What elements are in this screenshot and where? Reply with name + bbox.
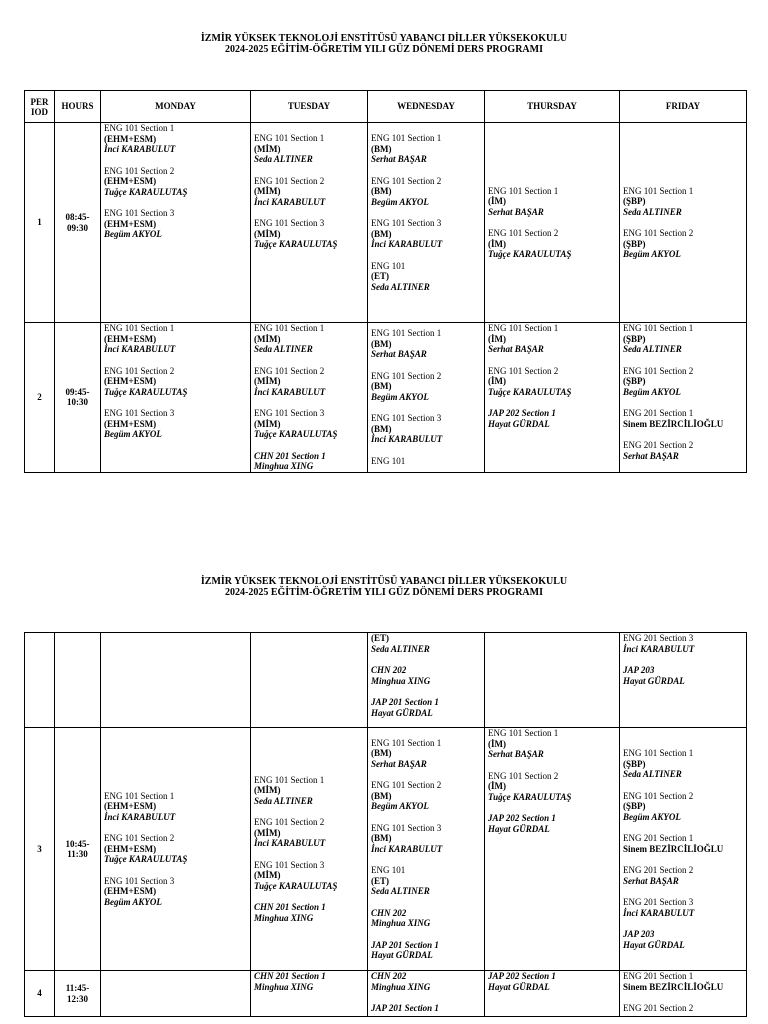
class-entry (254, 133, 364, 165)
instructor-name: Tuğçe KARAULUTAŞ (104, 386, 188, 397)
course-code: CHN 201 Section 1 (254, 971, 326, 981)
instructor-name: Serhat BAŞAR (623, 450, 679, 461)
course-code: JAP 201 Section 1 (371, 697, 439, 707)
thursday-cell (485, 123, 620, 323)
course-code: ENG 101 Section 1 (371, 737, 442, 748)
period-hours (55, 633, 101, 728)
class-entry (254, 971, 364, 992)
period-header-line1: PER (30, 96, 49, 107)
hours-start: 10:45- (65, 838, 90, 849)
course-code: ENG 101 Section 1 (488, 323, 559, 333)
thursday-cell (485, 728, 620, 971)
instructor-name: Minghua XING (254, 461, 314, 471)
instructor-name: Hayat GÜRDAL (488, 823, 550, 834)
class-entry (371, 780, 481, 812)
class-entry (623, 929, 743, 950)
wednesday-cell (368, 728, 485, 971)
instructor-name: İnci KARABULUT (623, 907, 695, 918)
course-code: ENG 101 Section 1 (254, 323, 325, 333)
course-code: ENG 101 Section 1 (488, 185, 559, 196)
course-code: ENG 101 Section 1 (371, 133, 442, 143)
department-group: (ŞBP) (623, 376, 646, 386)
hours-end: 10:30 (67, 397, 88, 408)
class-entry (371, 908, 481, 929)
department-group: (İM) (488, 333, 506, 344)
class-entry (623, 440, 743, 461)
department-group: (ŞBP) (623, 758, 646, 769)
instructor-name: Sinem BEZİRCİLİOĞLU (623, 981, 724, 992)
department-group: (İM) (488, 376, 506, 386)
course-code: ENG 201 Section 2 (623, 440, 694, 450)
department-group: (İM) (488, 196, 506, 206)
class-entry (104, 208, 247, 240)
class-entry (371, 371, 481, 403)
tuesday-header: TUESDAY (251, 91, 368, 123)
thursday-cell (485, 971, 620, 1017)
class-entry (623, 897, 743, 918)
class-entry (488, 408, 616, 429)
instructor-name: Begüm AKYOL (104, 429, 162, 439)
course-code: CHN 201 Section 1 (254, 902, 326, 913)
instructor-name: Begüm AKYOL (104, 896, 162, 907)
period-header (25, 91, 55, 123)
monday-cell (101, 323, 251, 473)
friday-cell (620, 323, 747, 473)
department-group: (BM) (371, 833, 392, 843)
instructor-name: Seda ALTINER (254, 154, 313, 164)
department-group: (MİM) (254, 143, 281, 154)
course-code: ENG 101 Section 1 (104, 790, 175, 801)
class-entry (623, 971, 743, 992)
department-group: (EHM+ESM) (104, 133, 157, 144)
course-code: JAP 203 (623, 929, 655, 939)
course-code: ENG 101 Section 1 (104, 323, 175, 333)
wednesday-cell (368, 971, 485, 1017)
course-code: ENG 101 Section 3 (371, 413, 442, 424)
instructor-name: Hayat GÜRDAL (623, 939, 685, 950)
class-entry (254, 323, 364, 355)
monday-cell (101, 633, 251, 728)
tuesday-cell (251, 633, 368, 728)
class-entry (371, 971, 481, 992)
department-group: (ET) (371, 875, 389, 886)
wednesday-cell (368, 323, 485, 473)
department-group: (EHM+ESM) (104, 418, 157, 429)
instructor-name: Begüm AKYOL (623, 811, 681, 822)
course-code: JAP 202 Section 1 (488, 971, 556, 981)
course-code: ENG 201 Section 1 (623, 833, 694, 843)
instructor-name: İnci KARABULUT (104, 811, 176, 822)
class-entry (623, 228, 743, 260)
instructor-name: Begüm AKYOL (104, 229, 162, 239)
tuesday-cell (251, 323, 368, 473)
class-entry (488, 186, 616, 218)
department-group: (BM) (371, 228, 392, 239)
course-code: ENG 101 Section 2 (371, 370, 442, 381)
course-code: ENG 101 Section 2 (254, 175, 325, 186)
course-code: ENG 101 Section 2 (371, 175, 442, 186)
class-entry (371, 823, 481, 855)
class-entry (104, 123, 247, 155)
course-code: ENG 101 Section 1 (623, 323, 694, 333)
instructor-name: Serhat BAŞAR (623, 875, 679, 886)
program-subtitle: 2024-2025 EĞİTİM-ÖĞRETİM YILI GÜZ DÖNEMİ DERS PROGRAMI (225, 587, 543, 598)
hours-end: 09:30 (67, 222, 88, 233)
department-group: (BM) (371, 748, 392, 758)
class-entry (488, 971, 616, 992)
friday-cell (620, 123, 747, 323)
hours-start: 11:45- (65, 983, 90, 993)
course-code: ENG 101 Section 1 (488, 728, 559, 738)
course-code: ENG 101 Section 3 (104, 208, 175, 218)
course-code: JAP 201 Section 1 (371, 939, 439, 950)
instructor-name: Serhat BAŞAR (371, 154, 427, 164)
instructor-name: İnci KARABULUT (371, 239, 443, 249)
thursday-cell (485, 323, 620, 473)
class-entry (371, 218, 481, 250)
course-code: ENG 101 Section 3 (254, 859, 325, 870)
instructor-name: Tuğçe KARAULUTAŞ (254, 429, 338, 439)
course-code: ENG 101 (371, 260, 406, 271)
course-code: ENG 101 Section 1 (254, 774, 325, 785)
program-subtitle: 2024-2025 EĞİTİM-ÖĞRETİM YILI GÜZ DÖNEMİ DERS PROGRAMI (225, 44, 543, 55)
class-entry (371, 940, 481, 961)
class-entry (371, 133, 481, 165)
class-entry (623, 408, 743, 429)
course-code: CHN 202 (371, 971, 407, 981)
class-entry (488, 813, 616, 834)
course-code: ENG 101 Section 2 (623, 365, 694, 376)
instructor-name: Tuğçe KARAULUTAŞ (254, 239, 338, 249)
period-number: 2 (25, 323, 55, 473)
class-entry (371, 633, 481, 654)
institution-name: İZMİR YÜKSEK TEKNOLOJİ ENSTİTÜSÜ YABANCI DİLLER YÜKSEKOKULU (200, 33, 568, 44)
class-entry (104, 833, 247, 865)
class-entry (488, 323, 616, 355)
period-number: 3 (25, 728, 55, 971)
instructor-name: Tuğçe KARAULUTAŞ (104, 186, 188, 197)
department-group: (BM) (371, 186, 392, 196)
course-code: JAP 202 Section 1 (488, 408, 556, 418)
instructor-name: Seda ALTINER (371, 281, 430, 292)
instructor-name: İnci KARABULUT (371, 843, 443, 854)
class-entry (623, 1003, 743, 1014)
instructor-name: İnci KARABULUT (254, 196, 326, 207)
course-code: JAP 202 Section 1 (488, 813, 556, 823)
monday-header: MONDAY (101, 91, 251, 123)
class-entry (104, 791, 247, 823)
class-entry (371, 176, 481, 208)
period-row-4 (25, 971, 747, 1017)
class-entry (104, 876, 247, 908)
class-entry (488, 771, 616, 803)
course-code: ENG 101 Section 3 (104, 408, 175, 418)
thursday-header: THURSDAY (485, 91, 620, 123)
class-entry (488, 228, 616, 260)
wednesday-cell (368, 123, 485, 323)
department-group: (MİM) (254, 870, 281, 881)
instructor-name: Minghua XING (254, 912, 314, 923)
class-entry (254, 176, 364, 208)
class-entry (371, 1003, 481, 1014)
instructor-name: İnci KARABULUT (104, 344, 176, 354)
institution-name: İZMİR YÜKSEK TEKNOLOJİ ENSTİTÜSÜ YABANCI DİLLER YÜKSEKOKULU (200, 576, 568, 587)
class-entry (371, 261, 481, 293)
period-row-1 (25, 123, 747, 323)
hours-end: 11:30 (67, 849, 88, 859)
instructor-name: Minghua XING (254, 981, 314, 992)
class-entry (623, 323, 743, 355)
instructor-name: Tuğçe KARAULUTAŞ (488, 791, 572, 802)
instructor-name: Begüm AKYOL (371, 801, 429, 811)
course-code: ENG 101 Section 3 (371, 218, 442, 228)
class-entry (371, 413, 481, 445)
wednesday-cell (368, 633, 485, 728)
instructor-name: Tuğçe KARAULUTAŞ (254, 880, 338, 891)
class-entry (371, 456, 481, 467)
hours-start: 09:45- (65, 386, 90, 397)
department-group: (İM) (488, 781, 506, 791)
class-entry (104, 166, 247, 198)
header-row (25, 91, 747, 123)
department-group: (EHM+ESM) (104, 218, 157, 229)
instructor-name: İnci KARABULUT (254, 386, 326, 397)
class-entry (104, 408, 247, 440)
instructor-name: Minghua XING (371, 981, 431, 992)
course-code: ENG 201 Section 3 (623, 897, 694, 907)
document-title (0, 33, 768, 55)
course-code: JAP 203 (623, 665, 655, 675)
friday-cell (620, 633, 747, 728)
instructor-name: İnci KARABULUT (371, 434, 443, 445)
instructor-name: Hayat GÜRDAL (371, 950, 433, 960)
instructor-name: Tuğçe KARAULUTAŞ (488, 386, 572, 397)
instructor-name: Seda ALTINER (254, 795, 313, 806)
instructor-name: Sinem BEZİRCİLİOĞLU (623, 418, 724, 429)
class-entry (623, 366, 743, 398)
instructor-name: Begüm AKYOL (371, 196, 429, 207)
class-entry (254, 451, 364, 472)
friday-cell (620, 971, 747, 1017)
department-group: (BM) (371, 790, 392, 801)
instructor-name: Seda ALTINER (623, 206, 682, 217)
class-entry (623, 633, 743, 654)
monday-cell (101, 123, 251, 323)
class-entry (371, 738, 481, 770)
friday-cell (620, 728, 747, 971)
course-code: ENG 101 Section 2 (488, 365, 559, 376)
course-code: ENG 101 Section 2 (104, 165, 175, 176)
friday-header: FRIDAY (620, 91, 747, 123)
department-group: (MİM) (254, 418, 281, 429)
course-code: ENG 201 Section 2 (623, 1003, 694, 1013)
instructor-name: Serhat BAŞAR (488, 344, 544, 354)
monday-cell (101, 728, 251, 971)
instructor-name: Hayat GÜRDAL (488, 981, 550, 992)
period-hours (55, 123, 101, 323)
class-entry (623, 791, 743, 823)
document-title-page-2 (0, 576, 768, 598)
instructor-name: İnci KARABULUT (104, 144, 176, 154)
course-code: ENG 201 Section 1 (623, 408, 694, 418)
instructor-name: İnci KARABULUT (623, 643, 695, 654)
class-entry (623, 748, 743, 780)
course-code: ENG 201 Section 1 (623, 971, 694, 981)
instructor-name: Minghua XING (371, 918, 431, 928)
instructor-name: Hayat GÜRDAL (371, 707, 433, 718)
course-code: ENG 101 Section 2 (104, 833, 175, 844)
instructor-name: Serhat BAŞAR (488, 206, 544, 217)
class-entry (371, 665, 481, 686)
department-group: (MİM) (254, 333, 281, 344)
period-row-2-continued (25, 633, 747, 728)
tuesday-cell (251, 728, 368, 971)
class-entry (104, 323, 247, 355)
course-code: ENG 101 Section 2 (104, 365, 175, 376)
period-hours (55, 323, 101, 473)
department-group: (MİM) (254, 827, 281, 838)
department-group: (BM) (371, 143, 392, 154)
schedule-table-page-1 (24, 90, 747, 473)
course-code: ENG 101 Section 1 (623, 748, 694, 758)
department-group: (EHM+ESM) (104, 843, 157, 854)
course-code: ENG 101 Section 1 (254, 133, 325, 143)
instructor-name: Serhat BAŞAR (371, 349, 427, 360)
class-entry (104, 366, 247, 398)
course-code: ENG 201 Section 3 (623, 633, 694, 643)
department-group: (ŞBP) (623, 801, 646, 811)
thursday-cell (485, 633, 620, 728)
class-entry (623, 865, 743, 886)
course-code: ENG 101 Section 2 (254, 365, 325, 376)
course-code: ENG 101 (371, 455, 406, 466)
period-header-line2: IOD (30, 106, 48, 117)
period-number: 1 (25, 123, 55, 323)
course-code: ENG 101 Section 1 (104, 123, 175, 133)
department-group: (MİM) (254, 376, 281, 386)
course-code: ENG 101 Section 1 (623, 185, 694, 196)
schedule-table-page-2 (24, 632, 747, 1017)
instructor-name: Tuğçe KARAULUTAŞ (488, 249, 572, 259)
class-entry (254, 860, 364, 892)
instructor-name: Begüm AKYOL (623, 249, 681, 259)
department-group: (ET) (371, 271, 389, 281)
course-code: CHN 202 (371, 907, 407, 918)
department-group: (ŞBP) (623, 238, 646, 249)
class-entry (623, 665, 743, 686)
instructor-name: Hayat GÜRDAL (488, 418, 550, 429)
department-group: (BM) (371, 338, 392, 349)
department-group: (EHM+ESM) (104, 886, 157, 897)
class-entry (488, 366, 616, 398)
instructor-name: Seda ALTINER (623, 344, 682, 354)
class-entry (371, 697, 481, 718)
instructor-name: Seda ALTINER (254, 344, 313, 354)
tuesday-cell (251, 123, 368, 323)
monday-cell (101, 971, 251, 1017)
period-row-3 (25, 728, 747, 971)
instructor-name: Begüm AKYOL (623, 386, 681, 397)
wednesday-header: WEDNESDAY (368, 91, 485, 123)
class-entry (623, 833, 743, 854)
instructor-name: Seda ALTINER (371, 643, 430, 654)
course-code: ENG 101 Section 3 (254, 218, 325, 228)
course-code: ENG 101 Section 2 (488, 770, 559, 781)
department-group: (MİM) (254, 785, 281, 796)
course-code: ENG 101 Section 2 (254, 817, 325, 828)
class-entry (254, 775, 364, 807)
course-code: ENG 101 Section 2 (623, 790, 694, 801)
hours-start: 08:45- (65, 212, 90, 222)
course-code: ENG 201 Section 2 (623, 865, 694, 875)
tuesday-cell (251, 971, 368, 1017)
course-code: ENG 101 Section 2 (488, 228, 559, 238)
period-number (25, 633, 55, 728)
class-entry (254, 218, 364, 250)
instructor-name: Seda ALTINER (371, 886, 430, 896)
class-entry (371, 865, 481, 897)
department-group: (İM) (488, 738, 506, 749)
period-hours (55, 971, 101, 1017)
class-entry (371, 328, 481, 360)
department-group: (İM) (488, 238, 506, 249)
department-group: (ET) (371, 633, 389, 643)
instructor-name: Serhat BAŞAR (488, 749, 544, 759)
instructor-name: Seda ALTINER (623, 769, 682, 779)
course-code: CHN 202 (371, 665, 407, 675)
course-code: ENG 101 Section 2 (371, 780, 442, 790)
class-entry (623, 186, 743, 218)
instructor-name: Tuğçe KARAULUTAŞ (104, 854, 188, 865)
period-row-2 (25, 323, 747, 473)
class-entry (254, 817, 364, 849)
department-group: (ŞBP) (623, 333, 646, 344)
hours-header: HOURS (55, 91, 101, 123)
course-code: ENG 101 Section 3 (104, 875, 175, 886)
class-entry (254, 902, 364, 923)
department-group: (MİM) (254, 228, 281, 239)
course-code: ENG 101 Section 3 (254, 408, 325, 418)
instructor-name: İnci KARABULUT (254, 838, 326, 849)
course-code: ENG 101 Section 3 (371, 822, 442, 833)
instructor-name: Sinem BEZİRCİLİOĞLU (623, 843, 724, 854)
instructor-name: Begüm AKYOL (371, 391, 429, 402)
department-group: (BM) (371, 381, 392, 392)
course-code: CHN 201 Section 1 (254, 450, 326, 461)
instructor-name: Serhat BAŞAR (371, 758, 427, 769)
class-entry (488, 728, 616, 760)
class-entry (254, 408, 364, 440)
department-group: (MİM) (254, 186, 281, 196)
instructor-name: Hayat GÜRDAL (623, 675, 685, 686)
department-group: (EHM+ESM) (104, 176, 157, 186)
class-entry (254, 366, 364, 398)
course-code: ENG 101 Section 2 (623, 228, 694, 238)
course-code: ENG 101 Section 1 (371, 328, 442, 339)
hours-end: 12:30 (67, 993, 88, 1004)
period-hours (55, 728, 101, 971)
period-number: 4 (25, 971, 55, 1017)
department-group: (EHM+ESM) (104, 801, 157, 812)
department-group: (EHM+ESM) (104, 333, 157, 344)
department-group: (ŞBP) (623, 196, 646, 206)
instructor-name: Minghua XING (371, 675, 431, 686)
course-code: ENG 101 (371, 865, 406, 875)
department-group: (BM) (371, 423, 392, 434)
department-group: (EHM+ESM) (104, 376, 157, 386)
course-code: JAP 201 Section 1 (371, 1003, 439, 1013)
